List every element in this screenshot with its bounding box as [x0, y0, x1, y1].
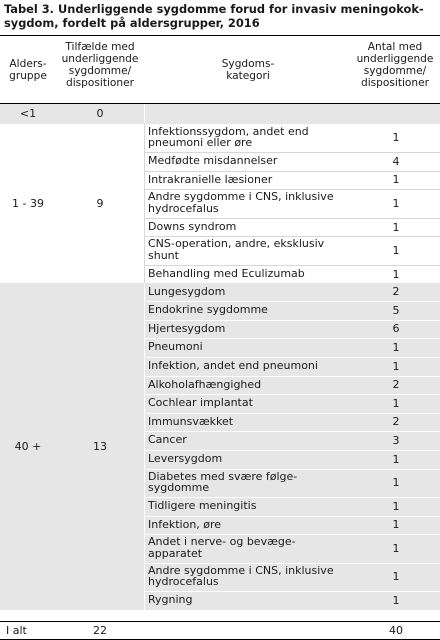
category-label	[148, 519, 348, 531]
header-num-line: underliggende	[356, 53, 434, 65]
category-label	[148, 286, 348, 298]
row-divider	[144, 563, 440, 564]
row-divider	[144, 376, 440, 377]
category-line: Intrakranielle læsioner	[148, 172, 273, 186]
row-divider	[144, 338, 440, 339]
table-row	[0, 516, 440, 535]
category-line: Cancer	[148, 433, 187, 447]
age-group-count: 13	[93, 439, 107, 453]
table-row	[0, 469, 440, 498]
category-count: 1	[392, 197, 400, 211]
age-group-label: 1 - 39	[12, 197, 44, 211]
category-line: pneumoni eller øre	[148, 136, 253, 150]
category-line: Diabetes med svære følge-	[148, 469, 298, 483]
header-category-line: kategori	[226, 70, 270, 82]
table-row	[0, 301, 440, 320]
category-label	[148, 238, 348, 261]
category-line: Downs syndrom	[148, 219, 237, 233]
category-label	[148, 453, 348, 465]
total-label: I alt	[6, 624, 27, 637]
table-row	[0, 431, 440, 450]
category-count: 2	[392, 285, 400, 299]
category-line: Immunsvækket	[148, 414, 234, 428]
header-category-line: Sygdoms-	[221, 58, 275, 70]
category-label	[148, 565, 348, 588]
header-num-line: sygdomme/	[363, 65, 427, 77]
table-row	[0, 534, 440, 563]
table-row	[0, 283, 440, 302]
header-count-line: sygdomme/	[68, 65, 132, 77]
category-label	[148, 341, 348, 353]
category-line: Lungesygdom	[148, 284, 226, 298]
category-count: 1	[392, 267, 400, 281]
row-divider	[144, 591, 440, 592]
table-row	[0, 152, 440, 171]
category-line: Infektionssygdom, andet end	[148, 124, 309, 138]
row-divider	[144, 357, 440, 358]
category-line: sygdomme	[148, 481, 210, 494]
category-count: 2	[392, 378, 400, 392]
row-divider	[144, 450, 440, 451]
age-group-count: 9	[96, 197, 104, 211]
row-divider	[144, 152, 440, 153]
category-line: shunt	[148, 248, 179, 262]
category-count: 1	[392, 173, 400, 187]
row-divider	[144, 394, 440, 395]
category-label	[148, 126, 348, 149]
category-line: Cochlear implantat	[148, 396, 253, 410]
category-label	[148, 471, 348, 494]
category-line: hydrocefalus	[148, 575, 219, 589]
table-row	[0, 413, 440, 432]
category-label	[148, 500, 348, 512]
row-divider	[144, 218, 440, 219]
total-row	[0, 621, 440, 640]
row-divider	[144, 320, 440, 321]
row-divider	[144, 413, 440, 414]
table-row	[0, 450, 440, 469]
row-divider	[144, 265, 440, 266]
table-title-line-1: Tabel 3. Underliggende sygdomme forud for invasiv meningokok-	[4, 2, 424, 16]
header-num-line: dispositioner	[360, 77, 430, 89]
category-count: 1	[392, 220, 400, 234]
table-row	[0, 394, 440, 413]
age-group-label: <1	[19, 106, 37, 120]
category-label	[148, 536, 348, 559]
category-label	[148, 155, 348, 167]
table-header	[0, 37, 440, 104]
row-divider	[144, 534, 440, 535]
table-row	[0, 320, 440, 339]
category-count: 4	[392, 154, 400, 168]
table-title	[0, 0, 440, 36]
row-divider	[144, 497, 440, 498]
category-count: 1	[392, 518, 400, 532]
total-count: 22	[93, 624, 107, 637]
row-divider	[144, 171, 440, 172]
category-label	[148, 379, 348, 391]
category-count: 1	[392, 593, 400, 607]
category-line: Infektion, andet end pneumoni	[148, 358, 318, 372]
category-count: 1	[392, 359, 400, 373]
category-line: Andre sygdomme i CNS, inklusive	[148, 190, 334, 204]
category-line: Rygning	[148, 593, 193, 607]
category-label	[148, 268, 348, 280]
category-count: 2	[392, 415, 400, 429]
table-row	[0, 497, 440, 516]
category-label	[148, 304, 348, 316]
age-group	[0, 283, 440, 610]
category-line: hydrocefalus	[148, 201, 219, 215]
category-count: 1	[392, 396, 400, 410]
age-group-label: 40 +	[14, 439, 42, 453]
category-label	[148, 434, 348, 446]
row-divider	[144, 301, 440, 302]
header-age	[0, 58, 56, 82]
category-line: Hjertesygdom	[148, 321, 226, 335]
category-line: apparatet	[148, 546, 203, 560]
header-count	[56, 41, 144, 89]
category-count: 1	[392, 499, 400, 513]
table-row	[0, 563, 440, 592]
category-label	[148, 397, 348, 409]
category-count: 3	[392, 434, 400, 448]
table-row	[0, 218, 440, 237]
table-row	[0, 591, 440, 610]
category-count: 1	[392, 341, 400, 355]
category-label	[148, 323, 348, 335]
category-line: Behandling med Eculizumab	[148, 266, 305, 280]
category-count: 6	[392, 322, 400, 336]
age-group	[0, 123, 440, 284]
category-line: Andet i nerve- og bevæge-	[148, 535, 296, 549]
table-row	[0, 236, 440, 265]
category-count: 1	[392, 244, 400, 258]
category-label	[148, 191, 348, 214]
table-row	[0, 265, 440, 284]
table-row	[0, 357, 440, 376]
row-divider	[144, 469, 440, 470]
category-count: 1	[392, 452, 400, 466]
row-divider	[144, 189, 440, 190]
header-age-line: Alders-	[9, 58, 47, 70]
table-row	[0, 189, 440, 218]
age-group-count: 0	[96, 106, 104, 120]
category-count: 1	[392, 476, 400, 490]
category-line: CNS-operation, andre, eksklusiv	[148, 237, 325, 251]
header-num	[350, 41, 440, 89]
category-count: 1	[392, 570, 400, 584]
category-line: Infektion, øre	[148, 517, 222, 531]
header-num-line: Antal med	[367, 41, 423, 53]
header-category	[144, 58, 352, 82]
category-label	[148, 594, 348, 606]
row-divider	[144, 516, 440, 517]
category-line: Medfødte misdannelser	[148, 154, 278, 168]
table-row	[0, 104, 440, 123]
category-count: 1	[392, 131, 400, 145]
header-count-line: dispositioner	[65, 77, 135, 89]
category-line: Leversygdom	[148, 451, 223, 465]
category-line: Tidligere meningitis	[148, 499, 257, 512]
table-row	[0, 376, 440, 395]
category-line: Pneumoni	[148, 340, 203, 354]
header-count-line: underliggende	[61, 53, 139, 65]
category-line: Endokrine sygdomme	[148, 303, 268, 317]
header-age-line: gruppe	[9, 70, 47, 82]
category-count: 5	[392, 303, 400, 317]
table-row	[0, 171, 440, 190]
category-count: 1	[392, 541, 400, 555]
category-line: Andre sygdomme i CNS, inklusive	[148, 563, 334, 577]
table-row	[0, 124, 440, 153]
category-label	[148, 174, 348, 186]
category-label	[148, 416, 348, 428]
table-row	[0, 338, 440, 357]
category-label	[148, 360, 348, 372]
header-count-line: Tilfælde med	[65, 41, 135, 53]
table-title-line-2: sygdom, fordelt på aldersgrupper, 2016	[4, 16, 260, 30]
total-n: 40	[389, 624, 403, 637]
row-divider	[144, 431, 440, 432]
row-divider	[144, 236, 440, 237]
category-line: Alkoholafhængighed	[148, 377, 262, 391]
category-label	[148, 221, 348, 233]
age-group	[0, 104, 440, 123]
